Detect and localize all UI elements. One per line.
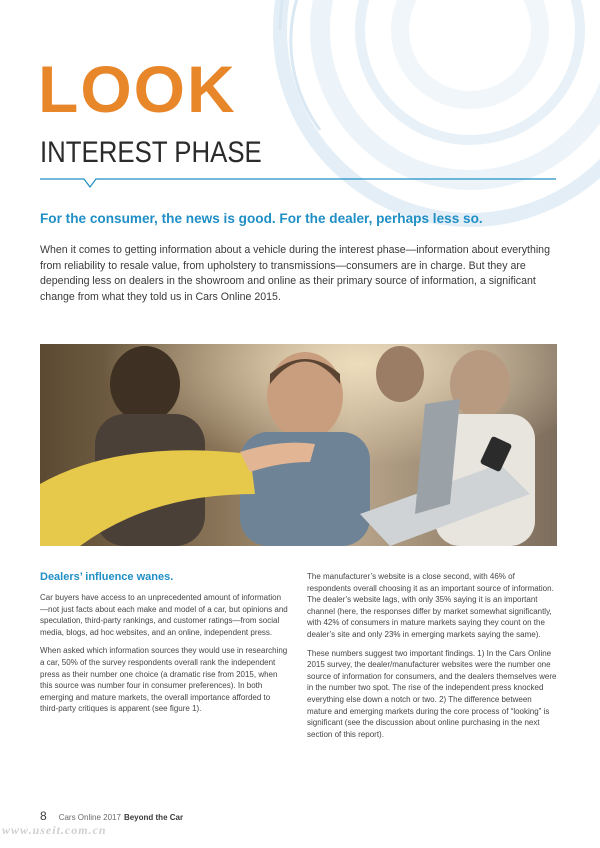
page-title: LOOK	[38, 52, 237, 126]
left-paragraph-2: When asked which information sources they would use in researching a car, 50% of the survey respondents overall rank the independent press as their number one choice (a dramatic rise from 2015, when this source was number four in consumer preferences). In both emerging and mature markets, the overall importance afforded to third-party critiques is apparent (see figure 1).	[40, 646, 288, 714]
left-paragraph-1: Car buyers have access to an unprecedented amount of information—not just facts about each make and model of a car, but opinions and speculation, third-party rankings, and customer ratings—from social media, blogs, ad hoc websites, and an online, independent press.	[40, 593, 288, 637]
lead-heading: For the consumer, the news is good. For the dealer, perhaps less so.	[40, 211, 483, 226]
people-with-laptop-photo	[40, 344, 557, 546]
page-number: 8	[40, 809, 47, 823]
publication-subtitle: Beyond the Car	[123, 813, 184, 822]
page-subtitle: INTEREST PHASE	[40, 136, 262, 169]
right-paragraph-1: The manufacturer’s website is a close second, with 46% of respondents overall choosing it as an important source of information. The dealer’s website lags, with only 35% saying it is an important channel (here, the responses differ by market somewhat significantly, with 42% of consumers in mature markets saying they count on the dealer’s site and only 23% in emerging markets saying the same).	[307, 572, 554, 639]
right-column	[307, 571, 557, 747]
left-column	[40, 571, 288, 722]
page-footer	[40, 809, 183, 823]
watermark: www.useit.com.cn	[2, 823, 107, 837]
lead-paragraph: When it comes to getting information about a vehicle during the interest phase—information about everything from reliability to resale value, from upholstery to transmissions—consumers are in charge. But they are depending less on dealers in the showroom and online as their primary source of information, a significant change from what they told us in Cars Online 2015.	[40, 244, 550, 303]
publication-name: Cars Online 2017	[58, 813, 121, 822]
right-paragraph-2: These numbers suggest two important findings. 1) In the Cars Online 2015 survey, the dealer/manufacturer websites were the number one source of information for consumers, and the dealers themselves were in the number two spot. The rise of the independent press knocked everything else down a notch or two. 2) The difference between mature and emerging markets during the core process of “looking” is significant (see the discussion about online purchasing in the next section of this report).	[307, 648, 557, 739]
title-divider	[40, 176, 556, 190]
section-heading: Dealers’ influence wanes.	[40, 571, 174, 583]
